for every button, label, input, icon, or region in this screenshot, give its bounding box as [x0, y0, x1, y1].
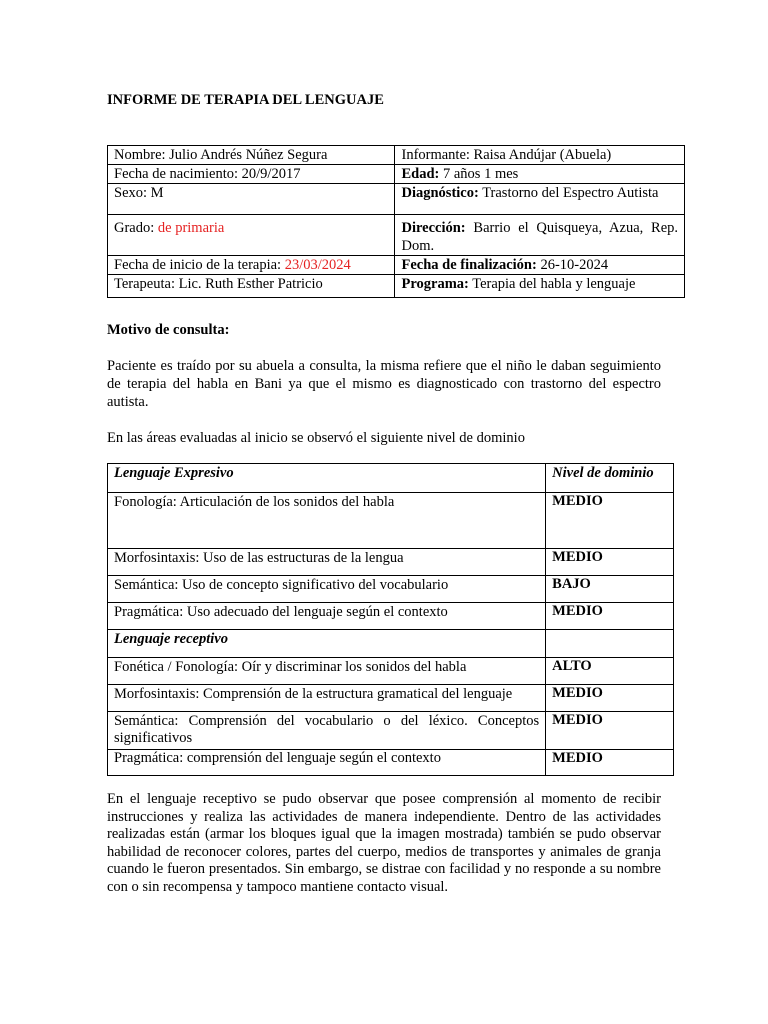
age-label: Edad:	[401, 166, 440, 182]
diagnosis-value: Trastorno del Espectro Autista	[478, 185, 659, 201]
table-row	[108, 146, 685, 165]
program-label: Programa:	[401, 276, 469, 292]
table-row	[108, 658, 674, 685]
program	[395, 275, 685, 298]
address-value: Barrio el Quisqueya, Azua, Rep. Dom.	[401, 220, 678, 254]
area-cell: Morfosintaxis: Comprensión de la estructura gramatical del lenguaje	[108, 685, 546, 712]
area-cell: Morfosintaxis: Uso de las estructuras de la lengua	[108, 549, 546, 576]
closing-paragraph: En el lenguaje receptivo se pudo observar que posee comprensión al momento de recibir instrucciones y realiza las actividades de manera independiente. Dentro de las actividades realizadas están (armar los bloques igual que la imagen mostrada) también se pudo observar habilidad de reconocer colores, partes del cuerpo, medios de transportes y animales de granja cuando le fueron presentados. Sin embargo, se distrae con facilidad y no responde a su nombre con o sin recompensa y tampoco mantiene contacto visual.	[107, 791, 661, 895]
level-cell: ALTO	[546, 658, 674, 685]
table-row	[108, 215, 685, 256]
table-row	[108, 165, 685, 184]
table-row	[108, 184, 685, 215]
therapy-start-label: Fecha de inicio de la terapia:	[114, 257, 285, 273]
empty-cell	[546, 630, 674, 658]
birth-date: Fecha de nacimiento: 20/9/2017	[108, 165, 395, 184]
area-cell: Fonética / Fonología: Oír y discriminar los sonidos del habla	[108, 658, 546, 685]
table-row	[108, 712, 674, 750]
therapy-end-label: Fecha de finalización:	[401, 257, 537, 273]
area-cell: Pragmática: comprensión del lenguaje según el contexto	[108, 750, 546, 776]
area-cell: Semántica: Comprensión del vocabulario o del léxico. Conceptos significativos	[108, 712, 546, 750]
level-cell: MEDIO	[546, 493, 674, 549]
area-cell: Pragmática: Uso adecuado del lenguaje según el contexto	[108, 603, 546, 630]
therapy-end	[395, 256, 685, 275]
table-row	[108, 603, 674, 630]
level-header: Nivel de dominio	[546, 464, 674, 493]
table-row	[108, 750, 674, 776]
area-cell: Fonología: Articulación de los sonidos del habla	[108, 493, 546, 549]
grade	[108, 215, 395, 256]
level-cell: MEDIO	[546, 712, 674, 750]
table-row	[108, 685, 674, 712]
address-label: Dirección:	[401, 220, 466, 236]
report-title: INFORME DE TERAPIA DEL LENGUAJE	[107, 92, 384, 108]
patient-name: Nombre: Julio Andrés Núñez Segura	[108, 146, 395, 165]
therapist: Terapeuta: Lic. Ruth Esther Patricio	[108, 275, 395, 298]
level-cell: BAJO	[546, 576, 674, 603]
area-cell: Semántica: Uso de concepto significativo del vocabulario	[108, 576, 546, 603]
receptivo-header: Lenguaje receptivo	[108, 630, 546, 658]
table-row	[108, 256, 685, 275]
level-cell: MEDIO	[546, 603, 674, 630]
program-value: Terapia del habla y lenguaje	[468, 276, 636, 292]
diagnosis-label: Diagnóstico:	[401, 185, 479, 201]
therapy-start-value: 23/03/2024	[284, 257, 351, 273]
address	[395, 215, 685, 256]
motivo-text: Paciente es traído por su abuela a consulta, la misma refiere que el niño le daban seguimiento de terapia del habla en Bani ya que el mismo es diagnosticado con trastorno del espectro autista.	[107, 358, 661, 410]
level-cell: MEDIO	[546, 750, 674, 776]
domain-level-table	[107, 463, 674, 776]
patient-info-table	[107, 145, 685, 298]
expresivo-header: Lenguaje Expresivo	[108, 464, 546, 493]
sex: Sexo: M	[108, 184, 395, 215]
table-header-row	[108, 464, 674, 493]
diagnosis	[395, 184, 685, 215]
therapy-start	[108, 256, 395, 275]
table-row	[108, 630, 674, 658]
level-cell: MEDIO	[546, 685, 674, 712]
informant: Informante: Raisa Andújar (Abuela)	[395, 146, 685, 165]
age-value: 7 años 1 mes	[439, 166, 519, 182]
grade-label: Grado:	[114, 220, 158, 236]
level-cell: MEDIO	[546, 549, 674, 576]
table-row	[108, 576, 674, 603]
grade-value: de primaria	[157, 220, 225, 236]
motivo-heading: Motivo de consulta:	[107, 322, 230, 338]
age	[395, 165, 685, 184]
table-row	[108, 493, 674, 549]
areas-intro: En las áreas evaluadas al inicio se observó el siguiente nivel de dominio	[107, 430, 525, 446]
table-row	[108, 275, 685, 298]
therapy-end-value: 26-10-2024	[536, 257, 609, 273]
table-row	[108, 549, 674, 576]
